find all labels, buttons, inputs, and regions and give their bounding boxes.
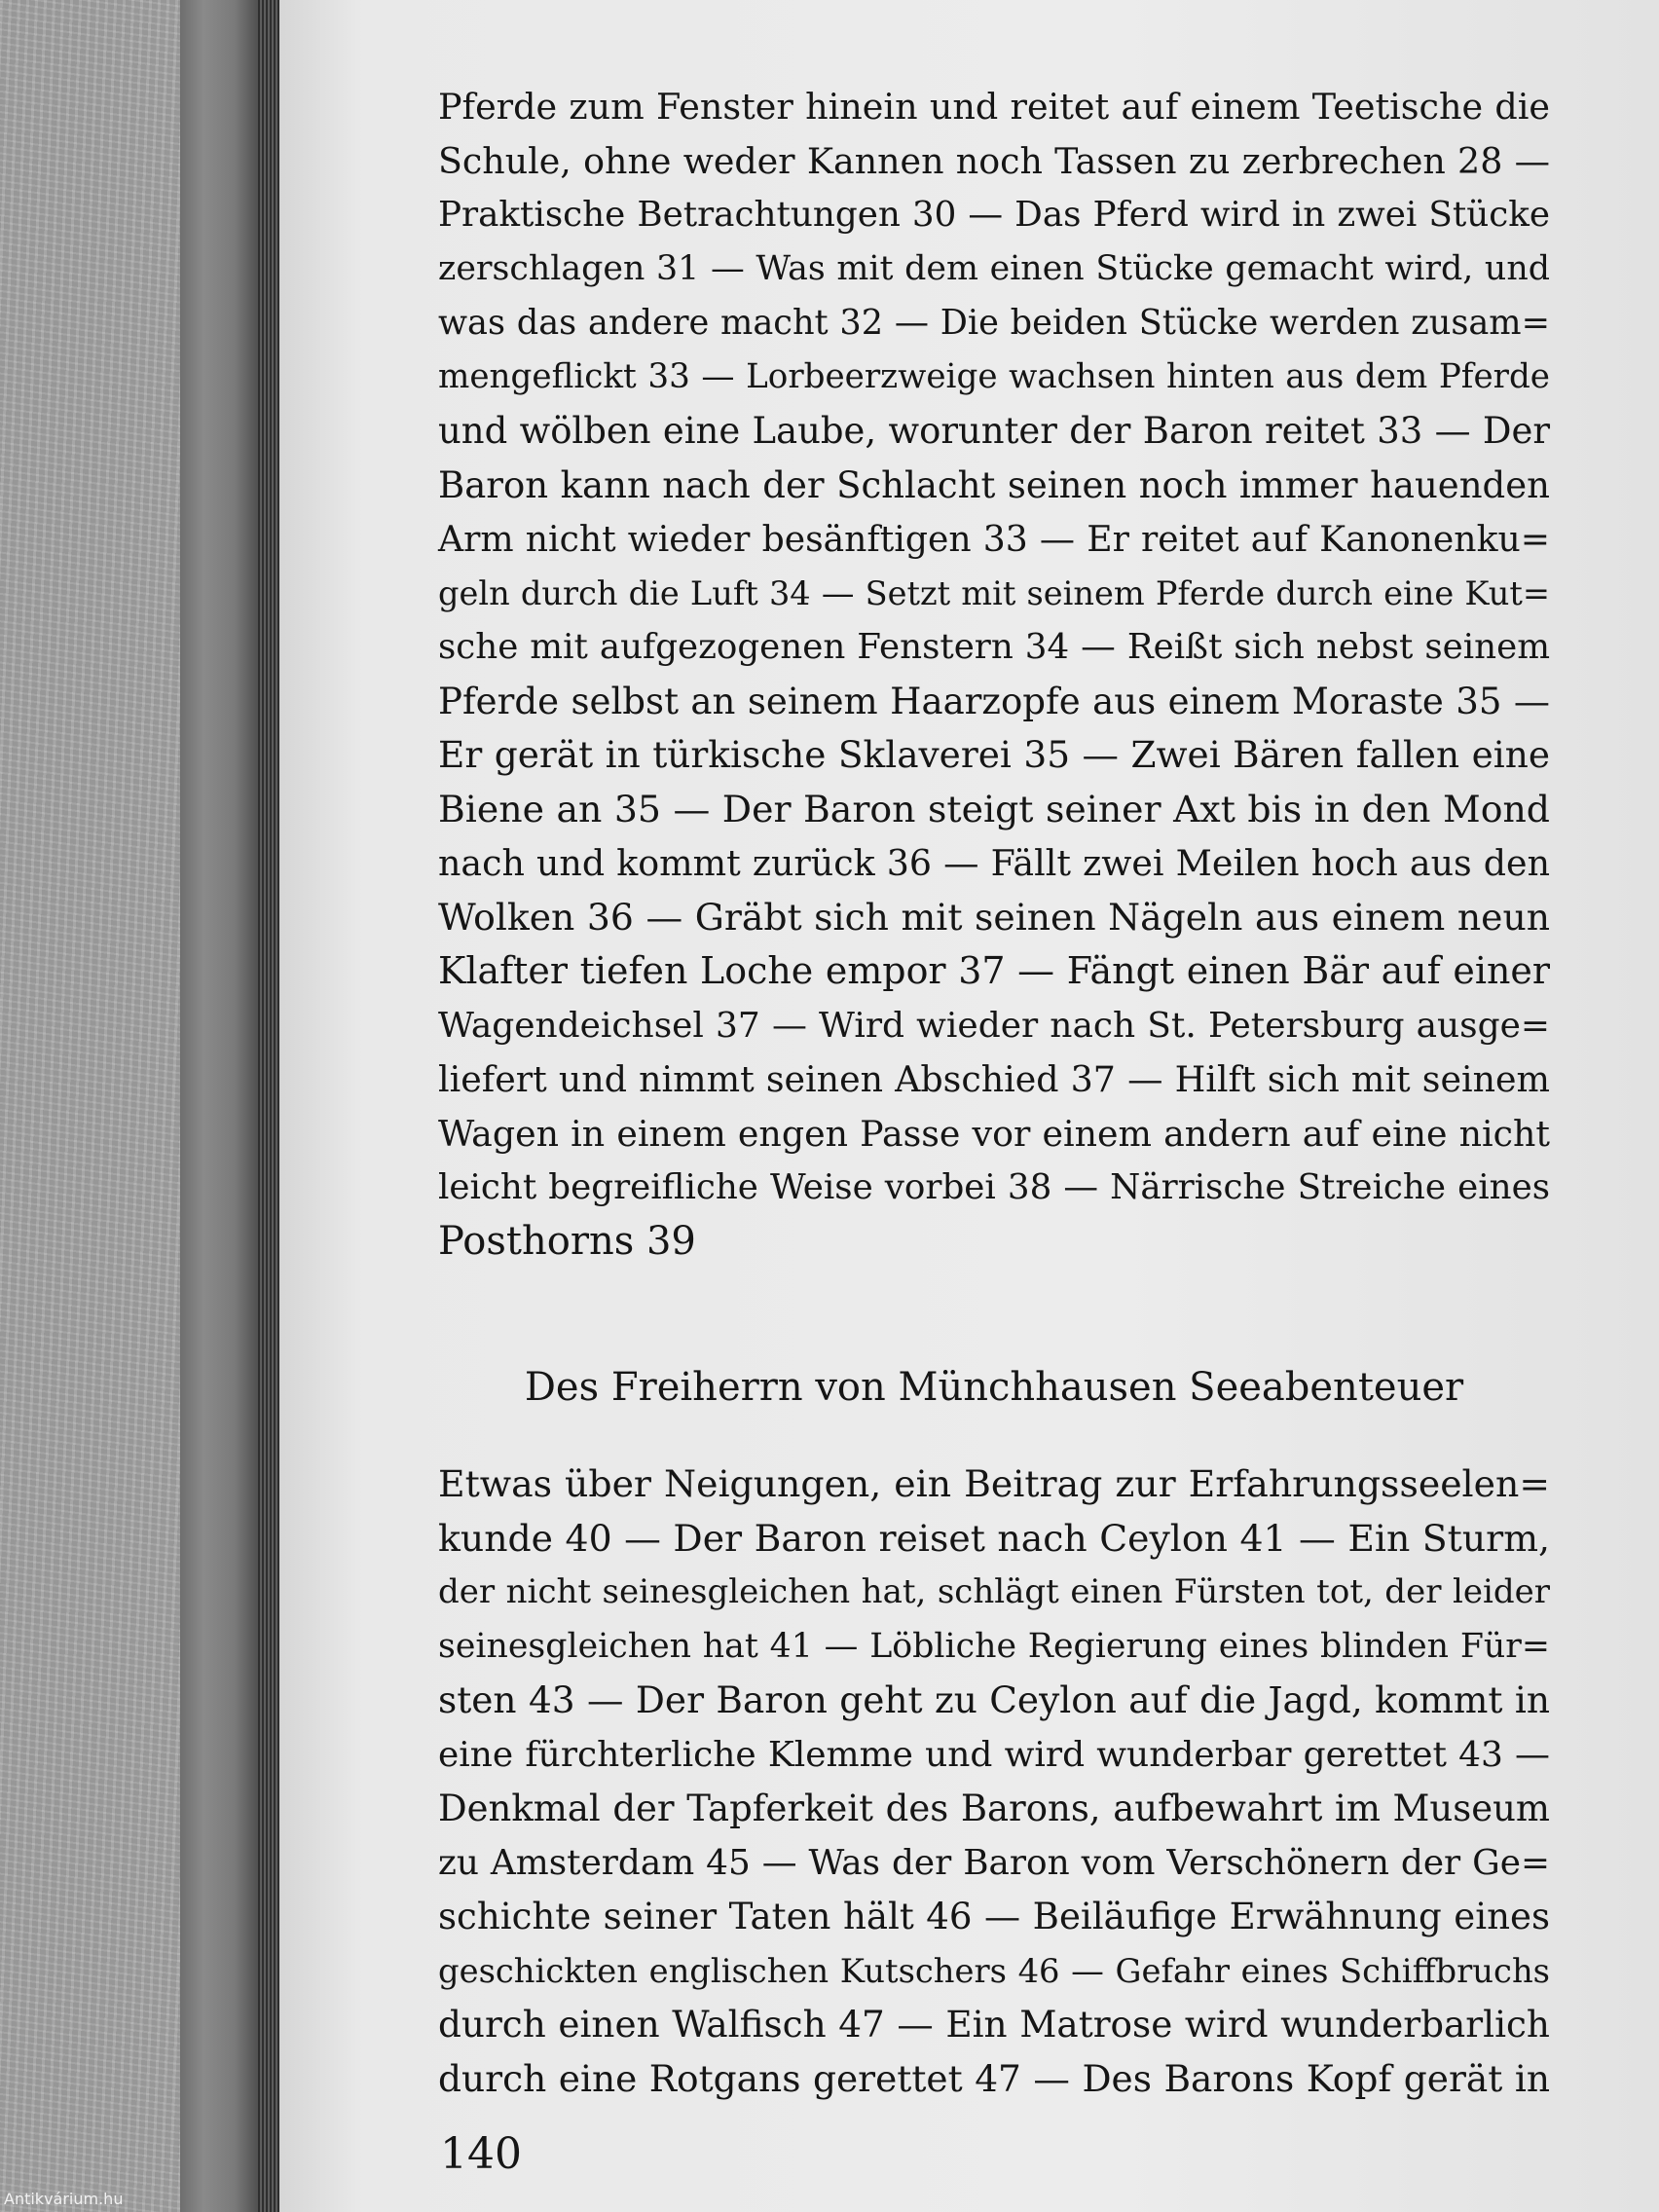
page-stack-edge <box>258 0 279 2212</box>
text-line: der nicht seinesgleichen hat, schlägt einen Fürsten tot, der leider <box>438 1572 1550 1611</box>
text-line: Wagendeichsel 37 — Wird wieder nach St. Petersburg ausge= <box>438 1005 1550 1046</box>
text-line: mengeflickt 33 — Lorbeerzweige wachsen hinten aus dem Pferde <box>438 356 1550 396</box>
text-line: geln durch die Luft 34 — Setzt mit seinem Pferde durch eine Kut= <box>438 573 1550 612</box>
text-line: zerschlagen 31 — Was mit dem einen Stücke gemacht wird, und <box>438 248 1550 288</box>
text-line: sche mit aufgezogenen Fenstern 34 — Reißt sich nebst seinem <box>438 627 1550 667</box>
text-line: geschickten englischen Kutschers 46 — Gefahr eines Schiffbruchs <box>438 1951 1550 1990</box>
text-line: seinesgleichen hat 41 — Löbliche Regierung eines blinden Für= <box>438 1626 1550 1666</box>
wall-background <box>0 0 180 2212</box>
text-line: durch eine Rotgans gerettet 47 — Des Barons Kopf gerät in <box>438 2056 1550 2100</box>
text-line: Posthorns 39 <box>438 1218 696 1264</box>
text-line: zu Amsterdam 45 — Was der Baron vom Verschönern der Ge= <box>438 1842 1550 1883</box>
first-paragraph <box>438 80 1550 1269</box>
text-line: Pferde selbst an seinem Haarzopfe aus einem Moraste 35 — <box>438 680 1550 722</box>
watermark-text: Antikvárium.hu <box>4 2190 124 2208</box>
text-line: schichte seiner Taten hält 46 — Beiläufige Erwähnung eines <box>438 1896 1550 1937</box>
text-line: Wolken 36 — Gräbt sich mit seinen Nägeln aus einem neun <box>438 895 1550 939</box>
book-cover-edge <box>180 0 258 2212</box>
section-heading: Des Freiherrn von Münchhausen Seeabenteuer <box>524 1365 1464 1410</box>
page-number: 140 <box>440 2129 522 2179</box>
text-line: leicht begreifliche Weise vorbei 38 — Närrische Streiche eines <box>438 1167 1550 1207</box>
text-line: kunde 40 — Der Baron reiset nach Ceylon 41 — Ein Sturm, <box>438 1516 1550 1560</box>
text-line: Biene an 35 — Der Baron steigt seiner Axt bis in den Mond <box>438 787 1550 830</box>
text-line: eine fürchterliche Klemme und wird wunderbar gerettet 43 — <box>438 1734 1550 1775</box>
text-line: Praktische Betrachtungen 30 — Das Pferd wird in zwei Stücke <box>438 195 1550 235</box>
text-line: Pferde zum Fenster hinein und reitet auf einem Teetische die <box>438 86 1550 128</box>
text-line: liefert und nimmt seinen Abschied 37 — Hilft sich mit seinem <box>438 1058 1550 1100</box>
text-line: Schule, ohne weder Kannen noch Tassen zu zerbrechen 28 — <box>438 139 1550 182</box>
text-line: was das andere macht 32 — Die beiden Stücke werden zusam= <box>438 303 1550 343</box>
text-line: Baron kann nach der Schlacht seinen noch immer hauenden <box>438 463 1550 506</box>
text-line: durch einen Walfisch 47 — Ein Matrose wird wunderbarlich <box>438 2003 1550 2046</box>
text-line: nach und kommt zurück 36 — Fällt zwei Meilen hoch aus den <box>438 842 1550 884</box>
text-line: Klafter tiefen Loche empor 37 — Fängt einen Bär auf einer <box>438 949 1550 992</box>
text-line: Denkmal der Tapferkeit des Barons, aufbewahrt im Museum <box>438 1788 1550 1829</box>
text-line: Etwas über Neigungen, ein Beitrag zur Erfahrungsseelen= <box>438 1462 1550 1505</box>
text-line: Arm nicht wieder besänftigen 33 — Er reitet auf Kanonenku= <box>438 518 1550 560</box>
text-line: Er gerät in türkische Sklaverei 35 — Zwei Bären fallen eine <box>438 733 1550 776</box>
text-line: und wölben eine Laube, worunter der Baron reitet 33 — Der <box>438 410 1550 452</box>
text-line: sten 43 — Der Baron geht zu Ceylon auf die Jagd, kommt in <box>438 1678 1550 1721</box>
text-line: Wagen in einem engen Passe vor einem andern auf eine nicht <box>438 1112 1550 1155</box>
second-paragraph <box>438 1457 1550 2106</box>
